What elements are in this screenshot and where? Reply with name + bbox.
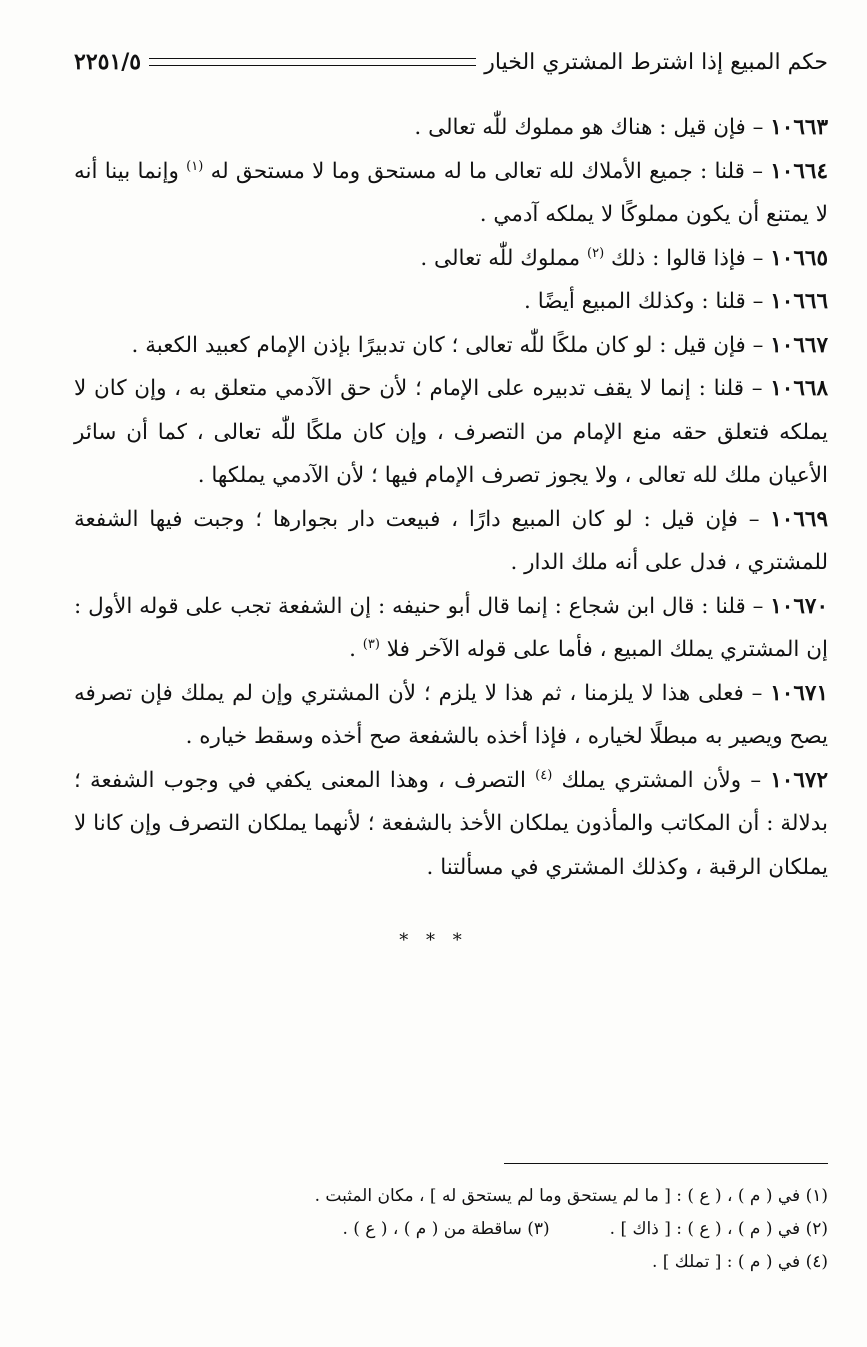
paragraph-text: – قلنا : قال ابن شجاع : إنما قال أبو حنيفه : إن الشفعة تجب على قوله الأول : إن المشتري يملك المبيع ، فأما على قوله الآخر فلا <box>74 593 828 662</box>
footnote-marker: (٤) <box>535 767 553 783</box>
paragraph-text: – فإذا قالوا : ذلك <box>611 245 771 271</box>
header-page-number: ٢٢٥١/٥ <box>74 49 142 75</box>
paragraph-text: – قلنا : وكذلك المبيع أيضًا . <box>524 289 771 314</box>
paragraph <box>74 672 828 759</box>
running-header <box>74 44 828 80</box>
footnote-rule <box>504 1163 828 1164</box>
footnote-3: (٣) ساقطة من ( م ) ، ( ع ) . <box>342 1219 550 1239</box>
paragraph <box>74 150 828 237</box>
paragraph-text: – فإن قيل : لو كان ملكًا للّٰه تعالى ؛ كان تدبيرًا بإذن الإمام كعبيد الكعبة . <box>131 332 771 358</box>
paragraph-number: ١٠٦٦٥ <box>770 245 828 271</box>
header-title: حكم المبيع إذا اشترط المشتري الخيار <box>484 49 828 75</box>
paragraph <box>74 498 828 585</box>
paragraph-number: ١٠٦٧٠ <box>770 593 828 619</box>
paragraph-number: ١٠٦٦٧ <box>770 332 828 358</box>
paragraph <box>74 367 828 498</box>
paragraph-text: – فإن قيل : لو كان المبيع دارًا ، فبيعت دار بجوارها ؛ وجبت فيها الشفعة للمشتري ، فدل على أنه ملك الدار . <box>74 506 828 575</box>
footnote-marker: (١) <box>186 158 204 174</box>
main-text <box>74 106 828 889</box>
paragraph <box>74 106 828 150</box>
paragraph-number: ١٠٦٦٣ <box>770 115 828 140</box>
paragraph-text: – قلنا : إنما لا يقف تدبيره على الإمام ؛ لأن حق الآدمي متعلق به ، وإن كان لا يملكه فتعلق حقه منع الإمام من التصرف ، وإن كان ملكًا للّٰه تعالى ، كما أن سائر الأعيان ملك لله تعالى ، ولا يجوز تصرف الإمام فيها ؛ لأن الآدمي يملكها . <box>74 376 828 488</box>
paragraph-number: ١٠٦٦٨ <box>770 376 828 401</box>
paragraph <box>74 585 828 672</box>
header-rule <box>149 58 476 66</box>
footnote-2: (٢) في ( م ) ، ( ع ) : [ ذاك ] . <box>609 1219 828 1239</box>
footnote <box>74 1213 828 1246</box>
paragraph-text: – قلنا : جميع الأملاك لله تعالى ما له مستحق وما لا مستحق له <box>210 158 771 184</box>
section-separator: * * * <box>399 930 468 951</box>
paragraph-number: ١٠٦٧١ <box>770 680 828 706</box>
paragraph-text-continued: مملوك للّٰه تعالى . <box>420 245 588 271</box>
paragraph-number: ١٠٦٦٤ <box>770 158 828 184</box>
paragraph <box>74 237 828 281</box>
paragraph-text: – فإن قيل : هناك هو مملوك للّٰه تعالى . <box>414 115 771 140</box>
paragraph-text-continued: التصرف ، وهذا المعنى يكفي في وجوب الشفعة ؛ بدلالة : أن المكاتب والمأذون يملكان الأخذ بالشفعة ؛ لأنهما يملكان التصرف وإن كانا لا يملكان الرقبة ، وكذلك المشتري في مسألتنا . <box>74 767 828 880</box>
paragraph-text: – فعلى هذا لا يلزمنا ، ثم هذا لا يلزم ؛ لأن المشتري وإن لم يملك فإن تصرفه يصح ويصير به مبطلًا لخياره ، فإذا أخذه بالشفعة صح أخذه وسقط خياره . <box>74 680 828 749</box>
paragraph-number: ١٠٦٦٩ <box>770 506 828 532</box>
paragraph-text-continued: وإنما بينا أنه لا يمتنع أن يكون مملوكًا لا يملكه آدمي . <box>74 158 828 227</box>
footnote-4: (٤) في ( م ) : [ تملك ] . <box>651 1252 828 1272</box>
paragraph <box>74 324 828 368</box>
paragraph-number: ١٠٦٧٢ <box>770 767 828 793</box>
footnote <box>74 1180 828 1213</box>
paragraph-number: ١٠٦٦٦ <box>770 289 828 314</box>
footnotes <box>74 1180 828 1279</box>
footnote-1: (١) في ( م ) ، ( ع ) : [ ما لم يستحق وما لم يستحق له ] ، مكان المثبت . <box>314 1186 828 1206</box>
footnote-marker: (٢) <box>587 245 605 261</box>
paragraph-text-continued: . <box>349 637 363 662</box>
footnote <box>74 1246 828 1279</box>
footnote-marker: (٣) <box>362 636 380 652</box>
paragraph-text: – ولأن المشتري يملك <box>561 767 771 793</box>
paragraph <box>74 280 828 324</box>
paragraph <box>74 759 828 890</box>
